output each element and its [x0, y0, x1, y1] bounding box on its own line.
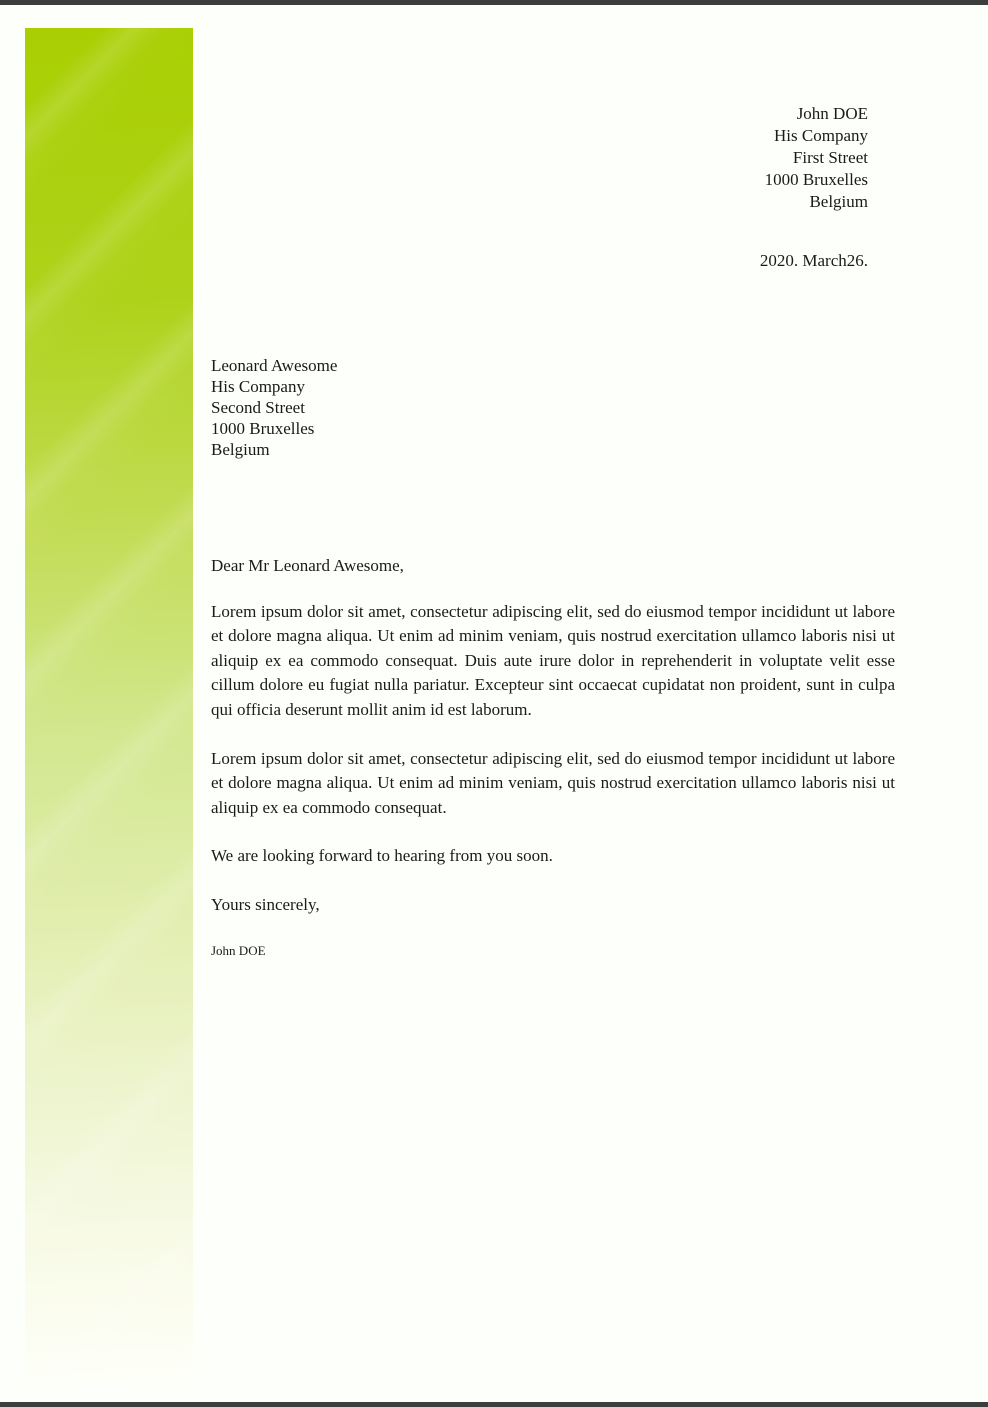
valediction: Yours sincerely, — [211, 894, 320, 914]
gradient-accent-sidebar — [25, 28, 193, 1380]
recipient-city: 1000 Bruxelles — [211, 419, 315, 438]
recipient-company: His Company — [211, 377, 305, 396]
sender-name: John DOE — [796, 104, 868, 123]
letter-date: 2020. March26. — [759, 251, 868, 270]
recipient-street: Second Street — [211, 398, 305, 417]
recipient-name: Leonard Awesome — [211, 356, 338, 375]
top-rule — [0, 0, 988, 5]
recipient-country: Belgium — [211, 440, 270, 459]
sender-street: First Street — [792, 148, 868, 167]
salutation: Dear Mr Leonard Awesome, — [211, 556, 404, 575]
body-paragraph-1: Lorem ipsum dolor sit amet, consectetur adipiscing elit, sed do eiusmod tempor incididunt ut labore et dolore magna aliqua. Ut enim ad minim veniam, quis nostrud exercitation ullamco laboris nisi ut aliquip ex ea commodo consequat. Duis aute irure dolor in reprehenderit in voluptate velit esse cillum dolore eu fugiat nulla pariatur. Excepteur sint occaecat cupidatat non proident, sunt in culpa qui officia deserunt mollit anim id est laborum. — [211, 601, 895, 719]
sender-city: 1000 Bruxelles — [764, 170, 868, 189]
bottom-rule — [0, 1402, 988, 1407]
body-paragraph-2: Lorem ipsum dolor sit amet, consectetur adipiscing elit, sed do eiusmod tempor incididunt ut labore et dolore magna aliqua. Ut enim ad minim veniam, quis nostrud exercitation ullamco laboris nisi ut aliquip ex ea commodo consequat. — [211, 748, 895, 817]
sender-company: His Company — [774, 126, 868, 145]
letter-body — [211, 554, 895, 960]
closing-line: We are looking forward to hearing from you soon. — [211, 846, 553, 866]
sender-country: Belgium — [809, 192, 868, 211]
signature-name: John DOE — [211, 942, 266, 958]
recipient-address-block — [211, 355, 337, 460]
sender-address-block — [765, 103, 868, 213]
